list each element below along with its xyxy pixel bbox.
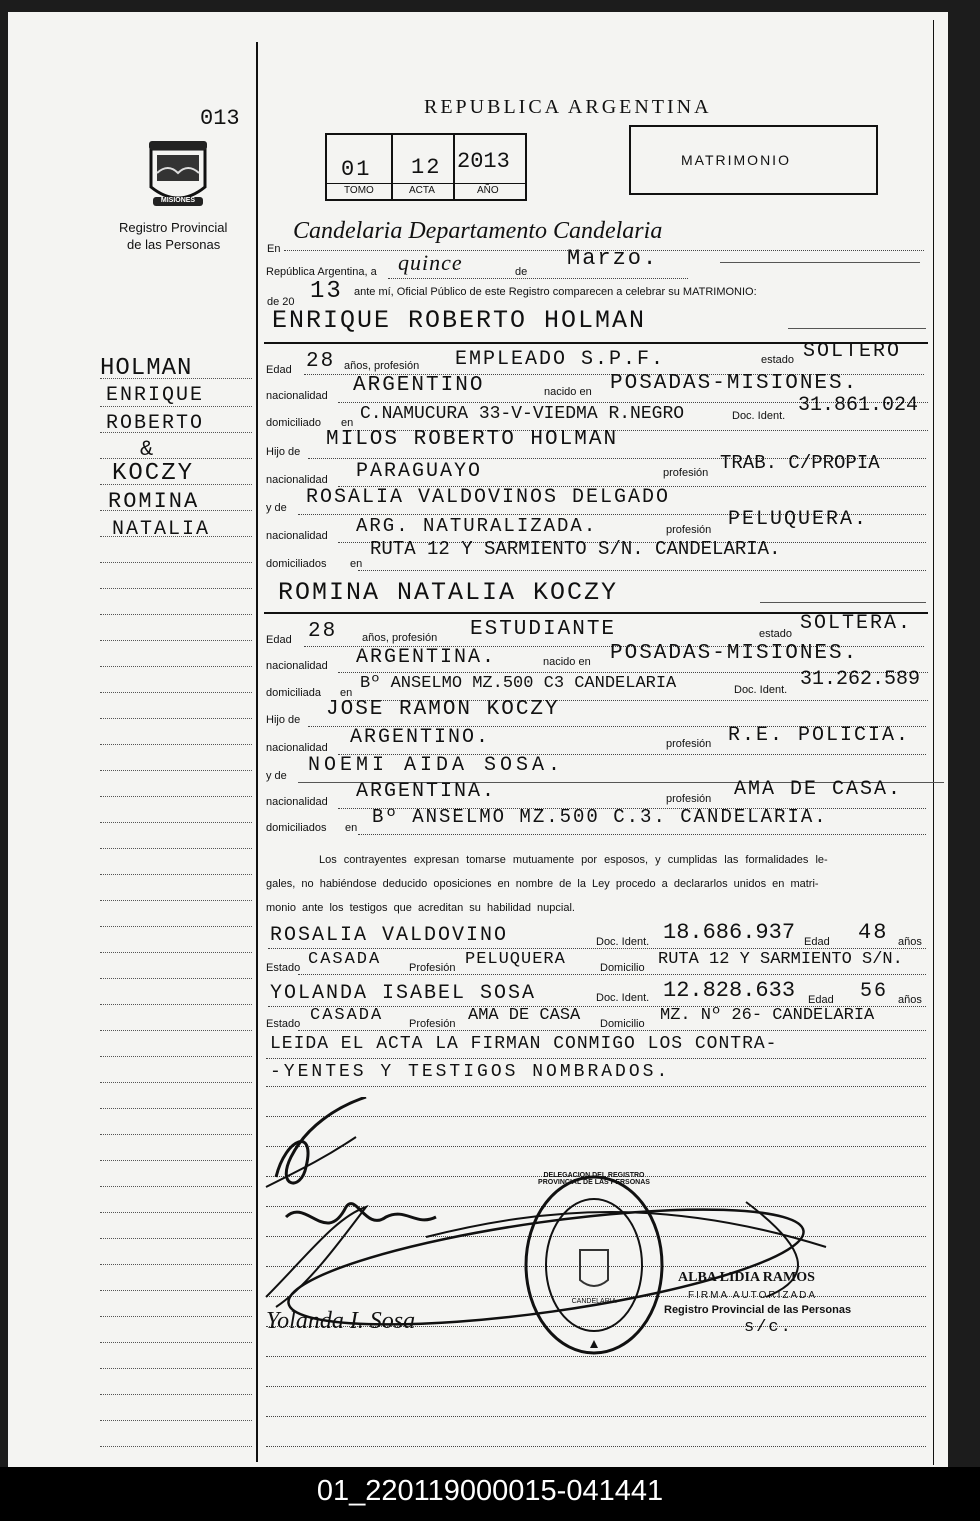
bride-mother-profession: AMA DE CASA. [734, 778, 903, 801]
groom-father-nationality: PARAGUAYO [356, 460, 483, 483]
witness1-name: ROSALIA VALDOVINO [270, 924, 509, 947]
country-header: REPUBLICA ARGENTINA [424, 96, 712, 118]
official-office: Registro Provincial de las Personas [664, 1304, 852, 1316]
groom-full-name: ENRIQUE ROBERTO HOLMAN [272, 306, 647, 335]
witness1-age: 48 [858, 920, 889, 945]
witness2-status-label: Estado [266, 1018, 301, 1030]
bride-status: SOLTERA. [800, 612, 913, 635]
year-suffix: 13 [310, 278, 343, 305]
bride-status-label: estado [759, 628, 793, 640]
appear-text: ante mí, Oficial Público de este Registro comparecen a celebrar su MATRIMONIO: [354, 286, 757, 298]
year-prefix: de 20 [267, 296, 295, 308]
bride-doc-label: Doc. Ident. [734, 684, 788, 696]
groom-mother-nat-label: nacionalidad [266, 530, 328, 542]
groom-mother-nationality: ARG. NATURALIZADA. [356, 515, 598, 537]
groom-profession: EMPLEADO S.P.F. [455, 348, 666, 371]
witness1-domicile: RUTA 12 Y SARMIENTO S/N. [658, 950, 903, 969]
witness1-prof-label: Profesión [409, 962, 456, 974]
bride-child-label: Hijo de [266, 714, 301, 726]
right-border [933, 20, 934, 1465]
bride-and-label: y de [266, 770, 287, 782]
groom-doc-label: Doc. Ident. [732, 410, 786, 422]
intro-month: Marzo. [567, 246, 659, 271]
groom-status: SOLTERO [803, 340, 902, 363]
groom-doc: 31.861.024 [798, 394, 919, 417]
acta-label: ACTA [409, 185, 435, 196]
witness-signature: Yolanda I. Sosa [266, 1308, 416, 1334]
groom-parents-en-label: en [350, 558, 363, 570]
groom-domicile: C.NAMUCURA 33-V-VIEDMA R.NEGRO [360, 404, 685, 424]
bride-age-label: Edad [266, 634, 292, 646]
witness2-doc-label: Doc. Ident. [596, 992, 650, 1004]
margin-name-3: ROBERTO [106, 412, 205, 435]
witness1-age-label: Edad [804, 936, 830, 948]
witness1-profession: PELUQUERA [465, 950, 566, 969]
footer-code: 01_220119000015-041441 [316, 1475, 664, 1507]
groom-father-nat-label: nacionalidad [266, 474, 328, 486]
closing-line-1: LEIDA EL ACTA LA FIRMAN CONMIGO LOS CONTRA- [270, 1034, 778, 1054]
en-label: En [267, 243, 281, 255]
bride-parents-domicile: Bº ANSELMO MZ.500 C.3. CANDELARIA. [372, 806, 828, 828]
registry-seal [520, 1170, 668, 1360]
witness2-status: CASADA [310, 1006, 384, 1025]
margin-name-7: NATALIA [112, 518, 211, 541]
witness2-prof-label: Profesión [409, 1018, 456, 1030]
bride-prof-label: años, profesión [362, 632, 438, 644]
ano-value: 2013 [457, 149, 510, 174]
margin-name-1: HOLMAN [100, 355, 193, 382]
bride-born-label: nacido en [543, 656, 591, 668]
footer-bar [0, 1467, 980, 1521]
ano-label: AÑO [477, 185, 499, 196]
margin-name-2: ENRIQUE [106, 384, 205, 407]
official-name: ALBA LIDIA RAMOS [678, 1270, 815, 1285]
margin-name-5: KOCZY [112, 460, 195, 487]
province-logo [143, 139, 213, 211]
witness2-age-label: Edad [808, 994, 834, 1006]
groom-nationality: ARGENTINO [353, 374, 485, 397]
seal-center: CANDELARIA [571, 1298, 617, 1305]
document-type: MATRIMONIO [681, 152, 791, 168]
official-note: s/c. [744, 1318, 793, 1337]
bride-father-nationality: ARGENTINO. [350, 726, 491, 749]
witness1-status: CASADA [308, 950, 382, 969]
page-number: 013 [200, 106, 240, 131]
groom-father-profession: TRAB. C/PROPIA [720, 452, 880, 474]
bride-father-prof-label: profesión [666, 738, 712, 750]
acta-value: 12 [411, 155, 442, 180]
bride-domicile: Bº ANSELMO MZ.500 C3 CANDELARIA [360, 674, 677, 693]
groom-domicile-label: domiciliado [266, 417, 322, 429]
intro-de-label: de [515, 266, 528, 278]
witness2-profession: AMA DE CASA [468, 1006, 581, 1025]
bride-father: JOSE RAMON KOCZY [326, 698, 560, 721]
intro-place: Candelaria Departamento Candelaria [293, 218, 663, 244]
groom-en-label: en [341, 417, 354, 429]
statement-line-1: Los contrayentes expresan tomarse mutuamente por esposos, y cumplidas las formalidades le- [319, 854, 828, 866]
republica-label: República Argentina, a [266, 266, 377, 278]
groom-age-label: Edad [266, 364, 292, 376]
bride-en-label: en [340, 687, 353, 699]
groom-mother-prof-label: profesión [666, 524, 712, 536]
witness2-years-label: años [898, 994, 922, 1006]
registry-label-1: Registro Provincial [119, 220, 228, 235]
registry-label-2: de las Personas [127, 237, 221, 252]
witness2-name: YOLANDA ISABEL SOSA [270, 982, 537, 1005]
witness1-status-label: Estado [266, 962, 301, 974]
witness2-domicile: MZ. Nº 26- CANDELARIA [660, 1006, 875, 1025]
tomo-value: 01 [341, 157, 372, 182]
bride-age: 28 [308, 620, 338, 643]
bride-father-nat-label: nacionalidad [266, 742, 328, 754]
bride-parents-en-label: en [345, 822, 358, 834]
groom-mother-profession: PELUQUERA. [728, 508, 869, 531]
witness2-age: 56 [860, 980, 889, 1003]
witness1-years-label: años [898, 936, 922, 948]
bride-doc: 31.262.589 [800, 668, 921, 691]
groom-nat-label: nacionalidad [266, 390, 328, 402]
tomo-acta-box [325, 133, 527, 201]
bride-domicile-label: domiciliada [266, 687, 322, 699]
official-role: FIRMA AUTORIZADA [688, 1290, 818, 1301]
witness1-dom-label: Domicilio [600, 962, 645, 974]
document-page [8, 12, 948, 1467]
statement-line-3: monio ante los testigos que acreditan su habilidad nupcial. [266, 902, 575, 914]
groom-born: POSADAS-MISIONES. [610, 372, 859, 395]
bride-nat-label: nacionalidad [266, 660, 328, 672]
groom-parents-dom-label: domiciliados [266, 558, 327, 570]
bride-mother-prof-label: profesión [666, 793, 712, 805]
groom-child-label: Hijo de [266, 446, 301, 458]
bride-mother-nationality: ARGENTINA. [356, 780, 497, 803]
closing-line-2: -YENTES Y TESTIGOS NOMBRADOS. [270, 1062, 671, 1082]
witness2-dom-label: Domicilio [600, 1018, 645, 1030]
margin-name-4: & [140, 437, 156, 462]
seal-text: DELEGACION DEL REGISTRO PROVINCIAL DE LAS PERSONAS [538, 1172, 650, 1186]
groom-and-label: y de [266, 502, 287, 514]
groom-mother: ROSALIA VALDOVINOS DELGADO [306, 486, 671, 509]
logo-label: MISIONES [160, 197, 196, 204]
witness1-doc: 18.686.937 [663, 920, 796, 945]
groom-born-label: nacido en [544, 386, 592, 398]
bride-full-name: ROMINA NATALIA KOCZY [278, 578, 619, 607]
bride-father-profession: R.E. POLICIA. [728, 724, 911, 747]
witness2-doc: 12.828.633 [663, 978, 796, 1003]
groom-father: MILOS ROBERTO HOLMAN [326, 428, 619, 451]
groom-prof-label: años, profesión [344, 360, 420, 372]
groom-parents-domicile: RUTA 12 Y SARMIENTO S/N. CANDELARIA. [370, 538, 781, 560]
bride-mother: NOEMI AIDA SOSA. [308, 754, 565, 777]
tomo-label: TOMO [344, 185, 374, 196]
groom-status-label: estado [761, 354, 795, 366]
bride-nationality: ARGENTINA. [356, 646, 497, 669]
bride-mother-nat-label: nacionalidad [266, 796, 328, 808]
document-type-box [629, 125, 878, 195]
witness1-doc-label: Doc. Ident. [596, 936, 650, 948]
bride-parents-dom-label: domiciliados [266, 822, 327, 834]
margin-name-6: ROMINA [108, 489, 200, 514]
bride-born: POSADAS-MISIONES. [610, 642, 859, 665]
groom-father-prof-label: profesión [663, 467, 709, 479]
bride-profession: ESTUDIANTE [470, 618, 617, 641]
statement-line-2: gales, no habiéndose deducido oposiciones en nombre de la Ley procedo a declararlos unidos en matri- [266, 878, 819, 890]
groom-age: 28 [306, 350, 336, 373]
intro-day: quince [398, 250, 463, 275]
